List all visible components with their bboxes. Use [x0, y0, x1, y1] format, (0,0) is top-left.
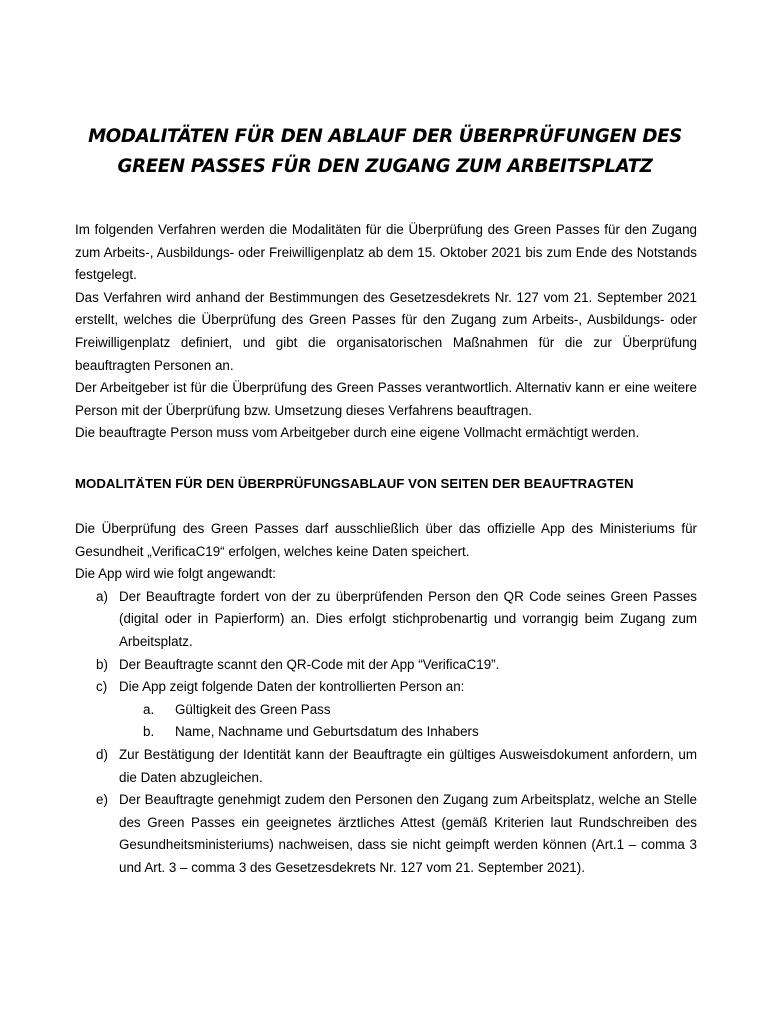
intro-paragraph: Der Arbeitgeber ist für die Überprüfung des Green Passes verantwortlich. Alternativ kann er eine weitere Person mit der Überprüfung bzw. Umsetzung dieses Verfahrens beauftragen.: [75, 380, 697, 418]
list-item-text: Der Beauftragte genehmigt zudem den Personen den Zugang zum Arbeitsplatz, welche an Stelle des Green Passes ein geeignetes ärztliches Attest (gemäß Kriterien laut Rundschreiben des Gesundheitsministeriums) nachweisen, dass sie nicht geimpft werden können (Art.1 – comma 3 und Art. 3 – comma 3 des Gesetzesdekrets Nr. 127 vom 21. September 2021).: [119, 792, 697, 875]
document-title-line-1: MODALITÄTEN FÜR DEN ABLAUF DER ÜBERPRÜFUNGEN DES: [88, 126, 682, 147]
intro-paragraph: Das Verfahren wird anhand der Bestimmungen des Gesetzesdekrets Nr. 127 vom 21. September 2021 erstellt, welches die Überprüfung des Green Passes für den Zugang zum Arbeits-, Ausbildungs- oder Freiwilligenplatz definiert, und gibt die organisatorischen Maßnahmen für die zur Überprüfung beauftragten Personen an.: [75, 289, 697, 373]
list-item-text: Die App zeigt folgende Daten der kontrollierten Person an:: [119, 679, 465, 695]
procedure-paragraph: Die App wird wie folgt angewandt:: [75, 566, 276, 582]
list-item: [75, 744, 697, 789]
list-item: [75, 789, 697, 879]
list-item-marker: a): [96, 588, 108, 604]
sub-list-item-marker: a.: [143, 701, 155, 717]
section-heading: MODALITÄTEN FÜR DEN ÜBERPRÜFUNGSABLAUF VON SEITEN DER BEAUFTRAGTEN: [75, 476, 634, 491]
procedure-paragraph: Die Überprüfung des Green Passes darf ausschließlich über das offizielle App des Ministeriums für Gesundheit „VerificaC19“ erfolgen, welches keine Daten speichert.: [75, 521, 697, 559]
document-title: [60, 122, 710, 182]
sub-list-item-text: Name, Nachname und Geburtsdatum des Inhabers: [175, 724, 479, 740]
intro-section: [75, 219, 697, 445]
sub-list-item-text: Gültigkeit des Green Pass: [175, 701, 331, 717]
list-item-marker: e): [96, 792, 108, 808]
list-item-marker: b): [96, 656, 108, 672]
sub-list-item: [119, 699, 697, 722]
procedure-steps-list: [75, 586, 697, 880]
sub-list-item: [119, 721, 697, 744]
list-item-text: Der Beauftragte fordert von der zu überprüfenden Person den QR Code seines Green Passes (digital oder in Papierform) an. Dies erfolgt stichprobenartig und vorrangig beim Zugang zum Arbeitsplatz.: [119, 588, 697, 649]
list-item: [75, 586, 697, 654]
intro-paragraph: Im folgenden Verfahren werden die Modalitäten für die Überprüfung des Green Passes für den Zugang zum Arbeits-, Ausbildungs- oder Freiwilligenplatz ab dem 15. Oktober 2021 bis zum Ende des Notstands festgelegt.: [75, 222, 697, 283]
document-title-line-2: GREEN PASSES FÜR DEN ZUGANG ZUM ARBEITSPLATZ: [117, 156, 653, 177]
list-item-marker: d): [96, 746, 108, 762]
procedure-section: [75, 518, 697, 880]
list-item-text: Der Beauftragte scannt den QR-Code mit der App “VerificaC19”.: [119, 656, 500, 672]
sub-list-item-marker: b.: [143, 724, 155, 740]
list-item-text: Zur Bestätigung der Identität kann der Beauftragte ein gültiges Ausweisdokument anfordern, um die Daten abzugleichen.: [119, 746, 697, 785]
list-item: [75, 654, 697, 677]
list-item-marker: c): [96, 679, 108, 695]
list-item: [75, 676, 697, 744]
sub-list: [119, 699, 697, 744]
intro-paragraph: Die beauftragte Person muss vom Arbeitgeber durch eine eigene Vollmacht ermächtigt werden.: [75, 425, 640, 441]
